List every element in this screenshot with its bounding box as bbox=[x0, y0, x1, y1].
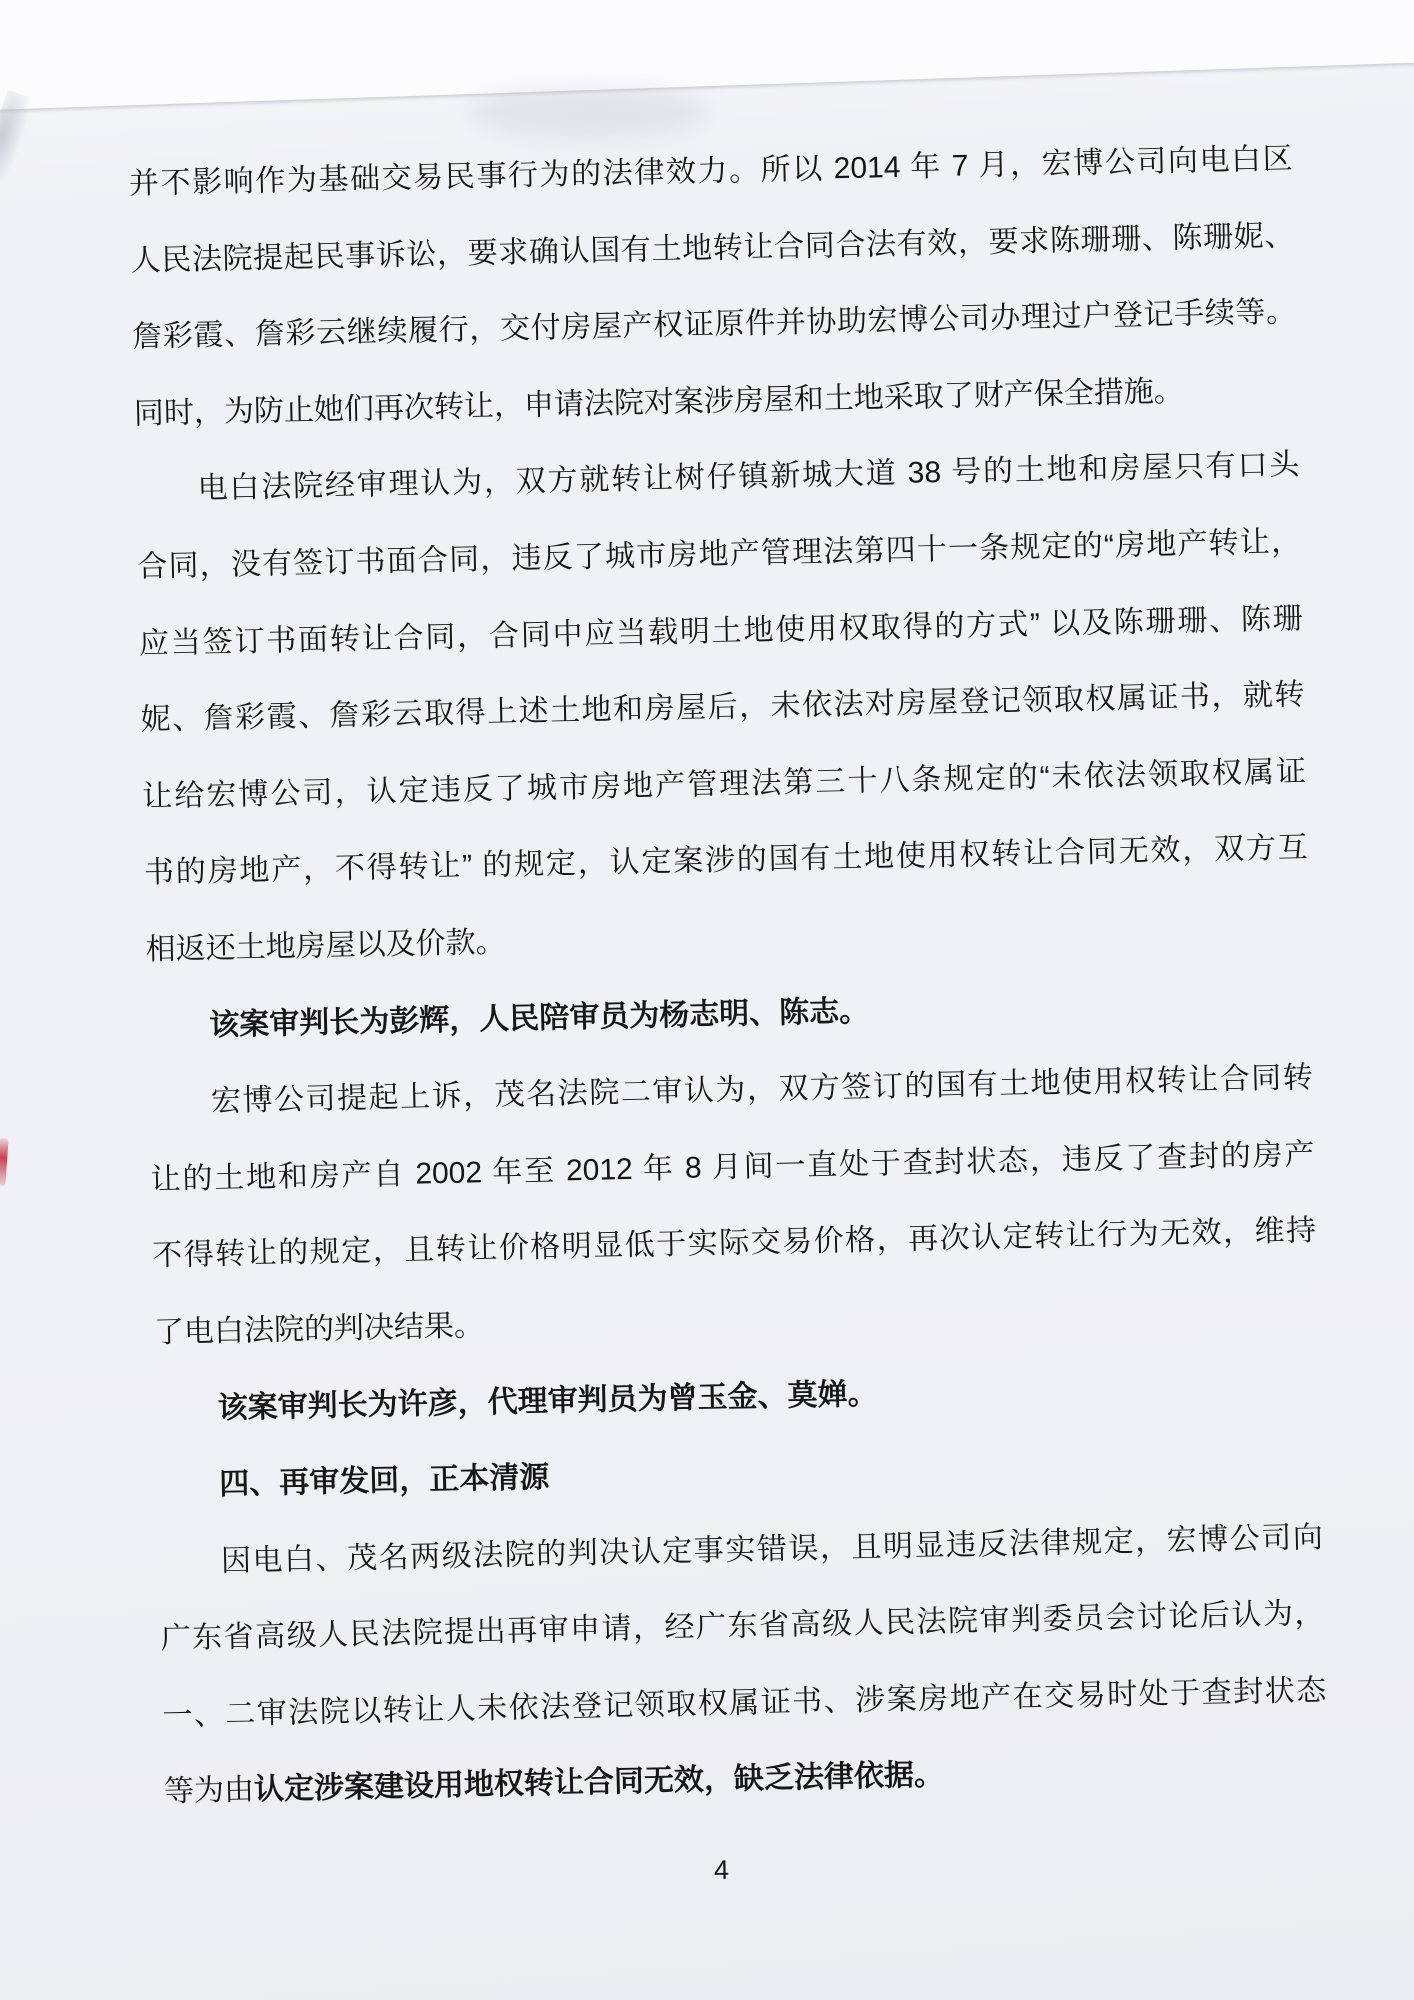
text-segment: 让的土地和房产自 2002 年至 2012 年 8 月间一直处于查封状态，违反了查封的房产 bbox=[150, 1137, 1315, 1197]
ink-bleed-smudge bbox=[468, 86, 708, 138]
text-segment: 该案审判长为彭辉，人民陪审员为杨志明、陈志。 bbox=[208, 994, 870, 1042]
text-segment: 让给宏博公司，认定违反了城市房地产管理法第三十八条规定的“未依法领取权属证 bbox=[141, 754, 1307, 814]
text-segment: 一、二审法院以转让人未依法登记领取权属证书、涉案房地产在交易时处于查封状态 bbox=[162, 1673, 1327, 1733]
text-segment: 电白法院经审理认为，双方就转让树仔镇新城大道 38 号的土地和房屋只有口头 bbox=[197, 448, 1300, 506]
corner-shadow-artifact bbox=[0, 90, 36, 204]
text-segment: 相返还土地房屋以及价款。 bbox=[145, 925, 506, 967]
text-segment: 不得转让的规定，且转让价格明显低于实际交易价格，再次认定转让行为无效，维持 bbox=[151, 1214, 1317, 1273]
red-ink-artifact bbox=[0, 1138, 9, 1187]
text-segment: 该案审判长为许彦，代理审判员为曾玉金、莫婵。 bbox=[217, 1377, 878, 1425]
text-segment: 因电白、茂名两级法院的判决认定事实错误，且明显违反法律规定，宏博公司向 bbox=[220, 1520, 1324, 1578]
text-segment-bold: 认定涉案建设用地权转让合同无效，缺乏法律依据。 bbox=[253, 1758, 945, 1807]
text-segment: 詹彩霞、詹彩云继续履行，交付房屋产权证原件并协助宏博公司办理过户登记手续等。 bbox=[131, 295, 1297, 354]
text-segment: 四、再审发回，正本清源 bbox=[218, 1460, 550, 1502]
text-segment: 应当签订书面转让合同，合同中应当载明土地使用权取得的方式” 以及陈珊珊、陈珊 bbox=[138, 601, 1304, 661]
text-segment: 合同，没有签订书面合同，违反了城市房地产管理法第四十一条规定的“房地产转让， bbox=[136, 525, 1302, 584]
text-segment: 了电白法院的判决结果。 bbox=[153, 1309, 485, 1350]
text-segment: 等为由 bbox=[163, 1773, 255, 1809]
page-fold-edge-artifact bbox=[0, 0, 1414, 111]
text-segment: 同时，为防止她们再次转让，申请法院对案涉房屋和土地采取了财产保全措施。 bbox=[133, 374, 1185, 431]
text-segment: 人民法院提起民事诉讼，要求确认国有土地转让合同合法有效，要求陈珊珊、陈珊妮、 bbox=[130, 218, 1295, 278]
text-segment: 宏博公司提起上诉，茂名法院二审认为，双方签订的国有土地使用权转让合同转 bbox=[210, 1061, 1314, 1119]
document-body bbox=[128, 121, 1328, 1831]
page-number: 4 bbox=[713, 1854, 730, 1886]
text-segment: 书的房地产，不得转让” 的规定，认定案涉的国有土地使用权转让合同无效，双方互 bbox=[143, 831, 1309, 890]
text-segment: 广东省高级人民法院提出再审申请，经广东省高级人民法院审判委员会讨论后认为， bbox=[160, 1597, 1325, 1656]
text-segment: 妮、詹彩霞、詹彩云取得上述土地和房屋后，未依法对房屋登记领取权属证书，就转 bbox=[140, 678, 1305, 737]
text-segment: 并不影响作为基础交易民事行为的法律效力。所以 2014 年 7 月，宏博公司向电白区 bbox=[128, 142, 1294, 201]
